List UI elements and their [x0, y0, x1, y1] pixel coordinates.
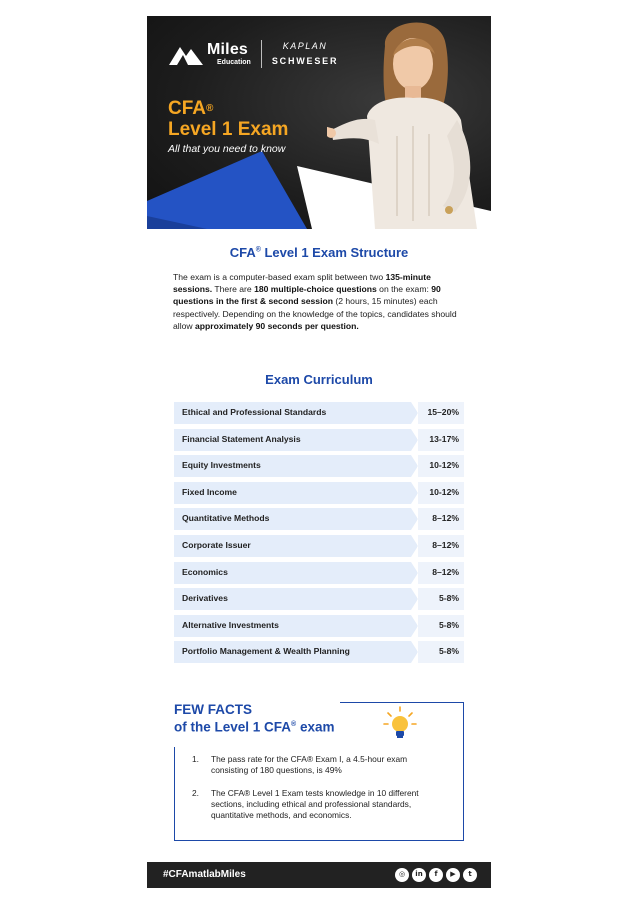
fact-text: The pass rate for the CFA® Exam I, a 4.5-hour exam consisting of 180 questions, is 49%: [211, 754, 408, 776]
structure-paragraph: [173, 271, 468, 332]
curriculum-row: [174, 429, 464, 451]
facts-title-end: exam: [296, 719, 335, 735]
weight-label: 8–12%: [432, 513, 459, 524]
weight-label: 5-8%: [438, 619, 459, 630]
youtube-icon[interactable]: [446, 868, 460, 882]
topic-label: Ethical and Professional Standards: [182, 407, 327, 417]
row-arrow: [408, 562, 418, 584]
topic-label: Equity Investments: [182, 460, 261, 471]
weight-label: 10-12%: [429, 460, 459, 471]
brand-logos: [169, 38, 338, 70]
row-arrow: [408, 588, 418, 610]
row-arrow: [408, 455, 418, 477]
topic-cell: [174, 429, 417, 451]
row-arrow: [408, 535, 418, 557]
hero-title: [168, 98, 288, 140]
curriculum-heading: Exam Curriculum: [265, 372, 373, 387]
woman-pointing-photo: [327, 16, 491, 229]
twitter-icon[interactable]: [463, 868, 477, 882]
weight-cell: [418, 482, 464, 504]
hashtag: #CFAmatlabMiles: [163, 869, 246, 880]
instagram-icon[interactable]: [395, 868, 409, 882]
topic-label: Alternative Investments: [182, 619, 279, 630]
weight-label: 10-12%: [429, 486, 459, 497]
topic-cell: [174, 588, 417, 610]
partner-line1: KAPLAN: [282, 41, 328, 51]
hero-title-reg: ®: [206, 103, 214, 114]
logo-divider: [261, 40, 262, 68]
fact-number: 2.: [192, 788, 199, 798]
social-glyph: ▶: [450, 870, 456, 878]
row-arrow: [408, 508, 418, 530]
row-arrow: [408, 429, 418, 451]
topic-cell: [174, 402, 417, 424]
topic-cell: [174, 641, 417, 663]
hero-title-cfa: CFA: [168, 98, 206, 119]
weight-label: 13-17%: [429, 433, 459, 444]
row-arrow: [408, 482, 418, 504]
curriculum-table: [174, 402, 464, 668]
weight-cell: [418, 615, 464, 637]
para-text-1: The exam is a computer-based exam split between two: [173, 272, 386, 282]
curriculum-row: [174, 508, 464, 530]
para-bold-4: approximately 90 seconds per question.: [194, 320, 359, 331]
row-arrow: [408, 641, 418, 663]
fact-item-2: [192, 788, 452, 838]
lightbulb-icon: [382, 705, 418, 741]
para-text-4: (2 hours, 15 minutes) each respectively. Depending on the knowledge of the topics, candidates should allow: [173, 296, 457, 331]
topic-cell: [174, 455, 417, 477]
weight-cell: [418, 641, 464, 663]
row-arrow: [408, 402, 418, 424]
infographic-poster: [147, 16, 491, 888]
social-glyph: ◎: [398, 870, 406, 878]
topic-label: Corporate Issuer: [182, 539, 251, 550]
weight-label: 8–12%: [432, 539, 459, 550]
structure-heading-cfa: CFA: [229, 245, 256, 260]
topic-label: Quantitative Methods: [182, 513, 270, 524]
social-glyph: t: [468, 870, 472, 878]
weight-cell: [418, 588, 464, 610]
fact-item-1: [192, 754, 452, 784]
facts-title-reg: ®: [291, 721, 297, 728]
social-glyph: in: [415, 870, 423, 878]
curriculum-row: [174, 562, 464, 584]
para-bold-2: 180 multiple-choice questions: [254, 284, 377, 295]
weight-label: 5-8%: [438, 646, 459, 657]
footer-bar: [147, 862, 491, 888]
miles-education-wordmark: [207, 42, 251, 66]
topic-label: Derivatives: [182, 593, 228, 604]
fact-number: 1.: [192, 754, 199, 764]
topic-label: Financial Statement Analysis: [182, 433, 301, 444]
brand-sub: Education: [217, 59, 251, 66]
weight-cell: [418, 535, 464, 557]
brand-name: Miles: [207, 41, 249, 58]
weight-cell: [418, 429, 464, 451]
weight-cell: [418, 455, 464, 477]
curriculum-row: [174, 641, 464, 663]
structure-heading-reg: ®: [255, 246, 261, 254]
weight-label: 8–12%: [432, 566, 459, 577]
facts-title-line1: FEW FACTS: [174, 702, 252, 717]
weight-cell: [418, 508, 464, 530]
para-bold-1: 135-minute sessions.: [173, 272, 431, 295]
hero-banner: [147, 16, 491, 229]
curriculum-row: [174, 535, 464, 557]
topic-cell: [174, 535, 417, 557]
hero-title-level: Level 1 Exam: [168, 119, 289, 140]
facebook-icon[interactable]: [429, 868, 443, 882]
topic-label: Fixed Income: [182, 486, 237, 497]
facts-title: [174, 702, 340, 745]
topic-label: Portfolio Management & Wealth Planning: [182, 646, 350, 657]
social-icons: [395, 868, 477, 882]
structure-heading: [147, 245, 491, 260]
facts-title-line2: of the Level 1 CFA: [174, 719, 292, 735]
curriculum-row: [174, 615, 464, 637]
weight-cell: [418, 562, 464, 584]
weight-label: 5-8%: [438, 593, 459, 604]
fact-text: The CFA® Level 1 Exam tests knowledge in 10 different sections, including ethical and professional standards, quantitative methods, and economics.: [211, 788, 419, 821]
structure-heading-rest: Level 1 Exam Structure: [260, 245, 409, 260]
social-glyph: f: [434, 870, 438, 878]
miles-mountain-logo-icon: [169, 41, 203, 67]
topic-cell: [174, 562, 417, 584]
facts-box-left-border: [174, 747, 175, 840]
weight-label: 15–20%: [427, 407, 459, 417]
curriculum-row: [174, 455, 464, 477]
topic-cell: [174, 615, 417, 637]
topic-cell: [174, 482, 417, 504]
para-bold-3: 90 questions in the first & second session: [173, 284, 441, 307]
curriculum-row: [174, 588, 464, 610]
para-text-3: on the exam:: [376, 284, 432, 295]
topic-cell: [174, 508, 417, 530]
para-text-2: There are: [212, 284, 255, 295]
curriculum-row: [174, 482, 464, 504]
curriculum-row: [174, 402, 464, 424]
hero-subtitle: All that you need to know: [168, 143, 286, 155]
topic-label: Economics: [182, 566, 228, 577]
row-arrow: [408, 615, 418, 637]
weight-cell: [418, 402, 464, 424]
partner-line2: SCHWESER: [271, 56, 339, 66]
linkedin-icon[interactable]: [412, 868, 426, 882]
